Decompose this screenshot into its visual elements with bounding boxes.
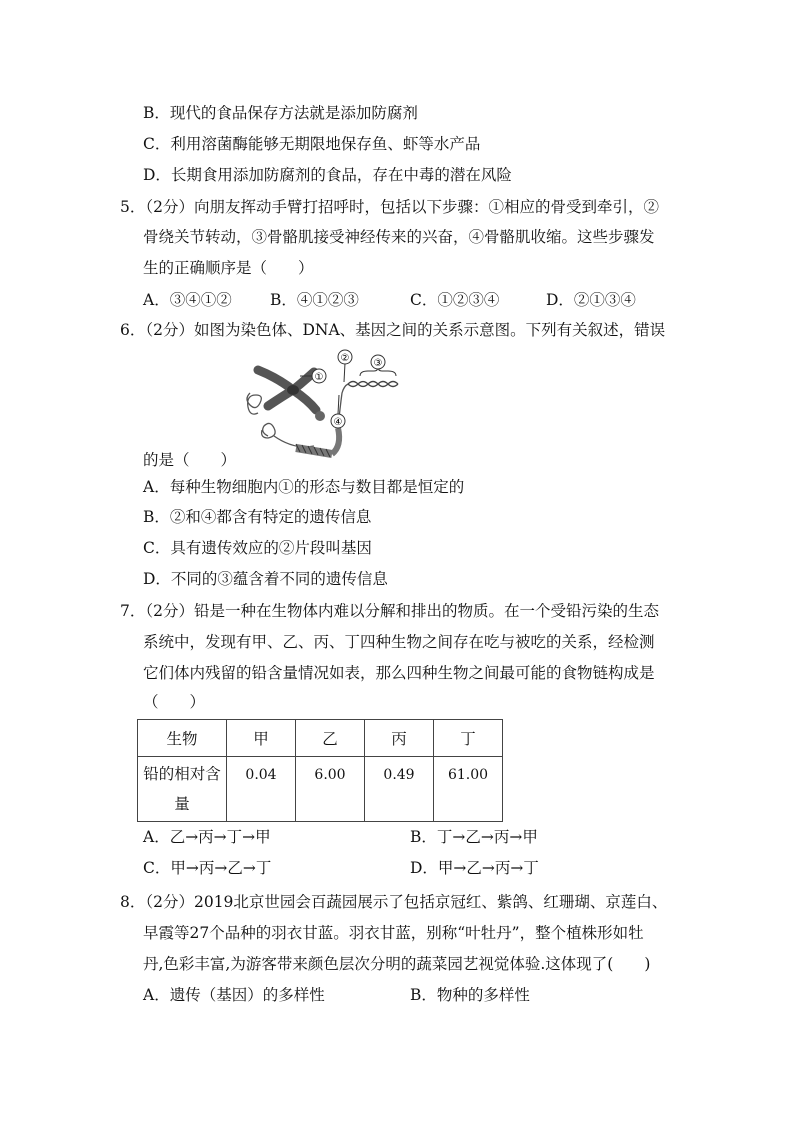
q6-option-c: C．具有遗传效应的②片段叫基因: [143, 539, 372, 557]
q7-option-c: C．甲→丙→乙→丁: [143, 859, 272, 877]
table-header-cell: 丙: [365, 720, 434, 757]
table-cell: 0.49: [365, 757, 434, 822]
table-cell: 0.04: [227, 757, 296, 822]
q8-option-a: A．遗传（基因）的多样性: [143, 986, 325, 1004]
q6-option-b: B．②和④都含有特定的遗传信息: [143, 508, 372, 526]
q7-stem-line3: 它们体内残留的铅含量情况如表，那么四种生物之间最可能的食物链构成是: [143, 664, 655, 682]
q5-option-d: D．②①③④: [546, 291, 636, 309]
svg-text:①: ①: [314, 372, 324, 383]
q7-stem-line2: 系统中，发现有甲、乙、丙、丁四种生物之间存在吃与被吃的关系，经检测: [143, 633, 655, 651]
svg-text:④: ④: [333, 417, 343, 428]
q6-stem-line2: 的是（ ）: [143, 451, 237, 469]
q7-option-d: D．甲→乙→丙→丁: [410, 859, 539, 877]
figure-label-2: [338, 350, 352, 364]
q5-stem-line2: 骨绕关节转动，③骨骼肌接受神经传来的兴奋，④骨骼肌收缩。这些步骤发: [143, 228, 655, 246]
table-header-cell: 丁: [434, 720, 503, 757]
chromatin-fibre: [296, 428, 339, 457]
table-cell: 61.00: [434, 757, 503, 822]
leader-line-4: [338, 395, 339, 414]
q8-stem-line3: 丹,色彩丰富,为游客带来颜色层次分明的蔬菜园艺视觉体验.这体现了( ): [143, 955, 651, 973]
table-row: [138, 757, 503, 822]
table-header-cell: 乙: [296, 720, 365, 757]
q7-stem-line1: 7．（2分）铅是一种在生物体内难以分解和排出的物质。在一个受铅污染的生态: [120, 602, 659, 620]
q5-stem-line3: 生的正确顺序是（ ）: [143, 259, 314, 277]
q7-stem-line4: （ ）: [143, 693, 206, 711]
q5-stem-line1: 5．（2分）向朋友挥动手臂打招呼时，包括以下步骤：①相应的骨受到牵引，②: [120, 198, 659, 216]
q5-option-c: C．①②③④: [410, 291, 500, 309]
double-helix-shape: [348, 382, 398, 387]
q6-option-a: A．每种生物细胞内①的形态与数目都是恒定的: [143, 478, 465, 496]
figure-label-1: [312, 369, 326, 383]
q7-option-b: B．丁→乙→丙→甲: [410, 828, 538, 846]
figure-label-4: [331, 414, 345, 428]
q8-stem-line1: 8．（2分）2019北京世园会百蔬园展示了包括京冠红、紫鸽、红珊瑚、京莲白、: [120, 893, 668, 911]
table-row: [138, 720, 503, 757]
q8-option-b: B．物种的多样性: [410, 986, 530, 1004]
q4-option-c: C．利用溶菌酶能够无期限地保存鱼、虾等水产品: [143, 135, 481, 153]
table-header-cell: 生物: [138, 720, 227, 757]
table-header-cell: 甲: [227, 720, 296, 757]
lead-content-table: [137, 719, 503, 822]
q5-option-a: A．③④①②: [143, 291, 232, 309]
row-label-line2: 量: [174, 795, 190, 813]
table-cell: 6.00: [296, 757, 365, 822]
table-row-label: [138, 757, 227, 822]
figure-label-3: [371, 355, 385, 369]
q6-stem-line1: 6．（2分）如图为染色体、DNA、基因之间的关系示意图。下列有关叙述，错误: [120, 321, 666, 339]
q6-option-d: D．不同的③蕴含着不同的遗传信息: [143, 570, 388, 588]
q4-option-d: D．长期食用添加防腐剂的食品，存在中毒的潜在风险: [143, 166, 512, 184]
leader-line-2: [344, 363, 345, 382]
svg-text:②: ②: [340, 353, 350, 364]
svg-text:③: ③: [373, 358, 383, 369]
row-label-line1: 铅的相对含: [143, 765, 221, 783]
q5-option-b: B．④①②③: [270, 291, 359, 309]
q7-option-a: A．乙→丙→丁→甲: [143, 828, 271, 846]
chromosome-dna-gene-figure: [238, 348, 408, 468]
q4-option-b: B．现代的食品保存方法就是添加防腐剂: [143, 104, 418, 122]
nucleosome-shape: [315, 411, 325, 421]
q8-stem-line2: 早霞等27个品种的羽衣甘蓝。羽衣甘蓝，别称“叶牡丹”，整个植株形如牡: [143, 924, 644, 942]
